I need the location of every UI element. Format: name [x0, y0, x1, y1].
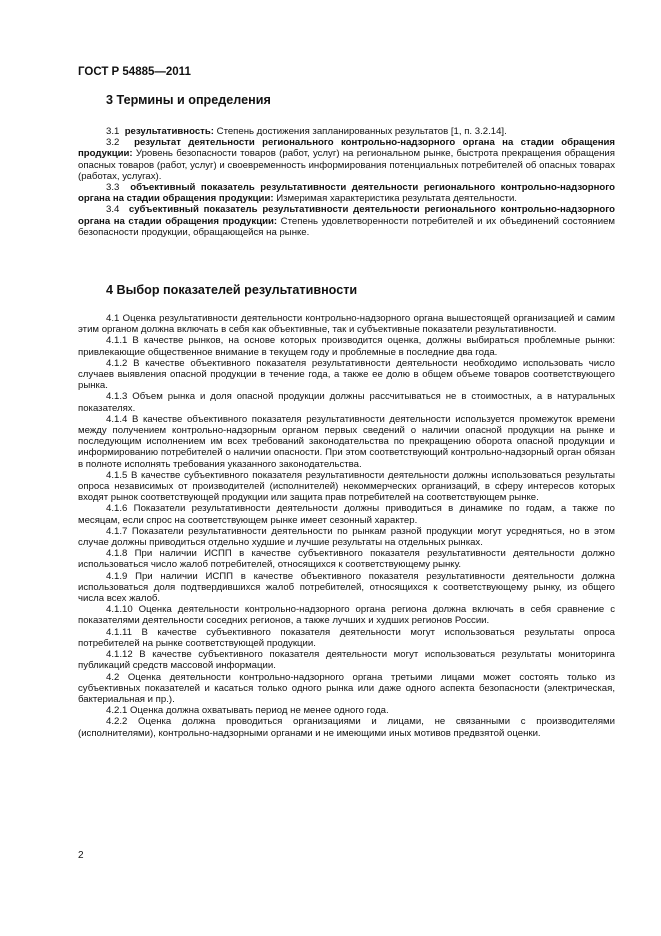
- clause-paragraph: 4.1.1 В качестве рынков, на основе которых производится оценка, должны выбираться проблемные рынки: привлекающие общественное внимание в текущем году и проблемные в последние два года.: [78, 335, 615, 358]
- clause-paragraph: 4.2.1 Оценка должна охватывать период не менее одного года.: [106, 705, 389, 717]
- definition-term: субъективный показатель результативности деятельности регионального контрольно-надзорного органа на стадии обращения продукции:: [78, 204, 615, 227]
- clause-paragraph: 4.2.2 Оценка должна проводиться организациями и лицами, не связанными с производителями (исполнителями), контрольно-надзорными органами и не имеющими иных мотивов предвзятой оценки.: [78, 716, 615, 739]
- clause-paragraph: 4.1.2 В качестве объективного показателя результативности деятельности необходимо использовать число случаев выявления опасной продукции в течение года, а также ее долю в общем объеме товаров соответствующего рынка.: [78, 357, 615, 392]
- section-title: 3 Термины и определения: [106, 93, 271, 107]
- definition-paragraph: 3.2 результат деятельности регионального контрольно-надзорного органа на стадии обращения продукции: Уровень безопасности товаров (работ, услуг) на региональном рынке, быстрота прекращения обращения опасных товаров (работ, услуг) и своевременность информирования потенциальных потребителей об опасных товарах (работах, услугах).: [78, 137, 615, 182]
- clause-paragraph: 4.1 Оценка результативности деятельности контрольно-надзорного органа вышестоящей организацией и самим этим органом должна включать в себя как объективные, так и субъективные показатели результативности.: [78, 313, 615, 336]
- clause-paragraph: 4.1.11 В качестве субъективного показателя деятельности могут использоваться результаты опроса потребителей на рынке соответствующей продукции.: [78, 626, 615, 649]
- clause-paragraph: 4.1.4 В качестве объективного показателя результативности деятельности используется промежуток времени между получением контрольно-надзорным органом первых сведений о наличии опасной продукции на рынке и последующим исполнением им всех требований законодательства по прекращению оборота опасной продукции и информированию потребителей о наличии опасности. При этом соответствующий контрольно-надзорный орган обязан в полноте исполнять требования указанного законодательства.: [78, 413, 615, 470]
- section-title: 4 Выбор показателей результативности: [106, 283, 358, 297]
- section-4-heading: [78, 283, 615, 297]
- clause-paragraph: 4.1.12 В качестве субъективного показателя деятельности могут использоваться результаты мониторинга публикаций средств массовой информации.: [78, 649, 615, 672]
- clause-paragraph: 4.2 Оценка деятельности контрольно-надзорного органа третьими лицами может состоять только из субъективных показателей и касаться только одного рынка или даже одного аспекта безопасности (электрическая, бактериальная и пр.).: [78, 671, 615, 705]
- section-3-heading: [78, 93, 615, 107]
- clause-paragraph: 4.1.3 Объем рынка и доля опасной продукции должны рассчитываться не в стоимостных, а в натуральных показателях.: [78, 391, 615, 414]
- clause-paragraph: 4.1.8 При наличии ИСПП в качестве субъективного показателя результативности деятельности должно использоваться число жалоб потребителей, относящихся к соответствующему рынку.: [78, 548, 615, 571]
- page-number: 2: [78, 850, 84, 861]
- clause-paragraph: 4.1.6 Показатели результативности деятельности должны приводиться в динамике по годам, а также по месяцам, если спрос на соответствующем рынке имеет сезонный характер.: [78, 503, 615, 526]
- definition-term: результат деятельности регионального контрольно-надзорного органа на стадии обращения продукции:: [78, 137, 615, 160]
- definition-paragraph: 3.3 объективный показатель результативности деятельности регионального контрольно-надзорного органа на стадии обращения продукции: Измеримая характеристика результата деятельности.: [78, 182, 615, 205]
- clause-paragraph: 4.1.7 Показатели результативности деятельности по рынкам разной продукции могут усредняться, но в этом случае должны приводиться отдельно худшие и лучшие результаты на отдельных рынках.: [78, 525, 615, 549]
- clause-paragraph: 4.1.5 В качестве субъективного показателя результативности деятельности должны использоваться результаты опроса независимых от производителей (исполнителей) некоммерческих организаций, в сферу интересов которых входят рынок соответствующей продукции или защита прав потребителей на соответствующем рынке.: [78, 469, 615, 504]
- document-header: ГОСТ Р 54885—2011: [78, 66, 191, 78]
- section-4-body: [78, 313, 615, 739]
- definition-paragraph: 3.4 субъективный показатель результативности деятельности регионального контрольно-надзорного органа на стадии обращения продукции: Степень удовлетворенности потребителей и их объединений состоянием безопасности продукции, обращающейся на рынке.: [78, 204, 616, 238]
- definition-paragraph: 3.1 результативность: Степень достижения запланированных результатов [1, п. 3.2.14].: [106, 126, 507, 137]
- clause-paragraph: 4.1.9 При наличии ИСПП в качестве объективного показателя результативности деятельности должна использоваться доля подтвердившихся жалоб потребителей, относящихся к соответствующему рынку, из общего числа всех жалоб.: [78, 570, 615, 605]
- definition-term: объективный показатель результативности деятельности регионального контрольно-надзорного органа на стадии обращения продукции:: [78, 182, 615, 205]
- definition-term: результативность:: [124, 126, 214, 137]
- section-3-body: [78, 126, 615, 238]
- clause-paragraph: 4.1.10 Оценка деятельности контрольно-надзорного органа региона должна включать в себя сравнение с показателями деятельности соседних регионов, а также лучших и худших регионов России.: [78, 604, 615, 627]
